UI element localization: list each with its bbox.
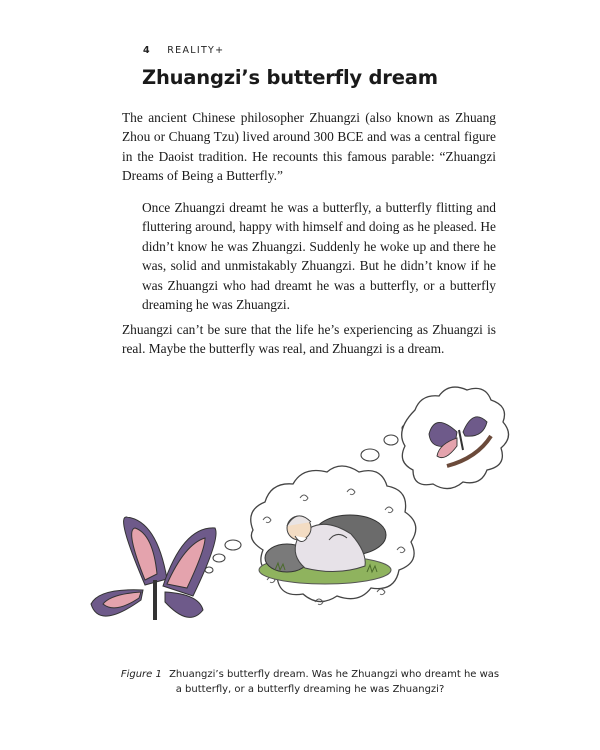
figure-label: Figure 1 (120, 669, 162, 680)
running-head (143, 45, 224, 56)
figure-illustration (85, 380, 525, 655)
page-number: 4 (143, 45, 151, 56)
block-quote: Once Zhuangzi dreamt he was a butterfly, a butterfly flitting and fluttering around, happy with himself and doing as he pleased. He didn’t know he was Zhuangzi. Suddenly he woke up and there he was, solid and unmistakably Zhuangzi. But he didn’t know if he was Zhuangzi who had dreamt he was a butterfly, or a butterfly dreaming he was Zhuangzi. (142, 200, 496, 313)
figure-caption (120, 667, 500, 697)
section-heading: Zhuangzi’s butterfly dream (142, 66, 438, 89)
closing-paragraph: Zhuangzi can’t be sure that the life he’s experiencing as Zhuangzi is real. Maybe the butterfly was real, and Zhuangzi is a dream. (122, 322, 496, 357)
large-butterfly (91, 517, 216, 620)
book-title: REALITY+ (167, 45, 225, 56)
figure-caption-text: Zhuangzi’s butterfly dream. Was he Zhuangzi who dreamt he was a butterfly, or a butterfly dreaming he was Zhuangzi? (169, 669, 500, 695)
intro-paragraph: The ancient Chinese philosopher Zhuangzi (also known as Zhuang Zhou or Chuang Tzu) lived around 300 BCE and was a central figure in the Daoist tradition. He recounts this famous parable: “Zhuangzi Dreams of Being a Butterfly.” (122, 110, 496, 184)
